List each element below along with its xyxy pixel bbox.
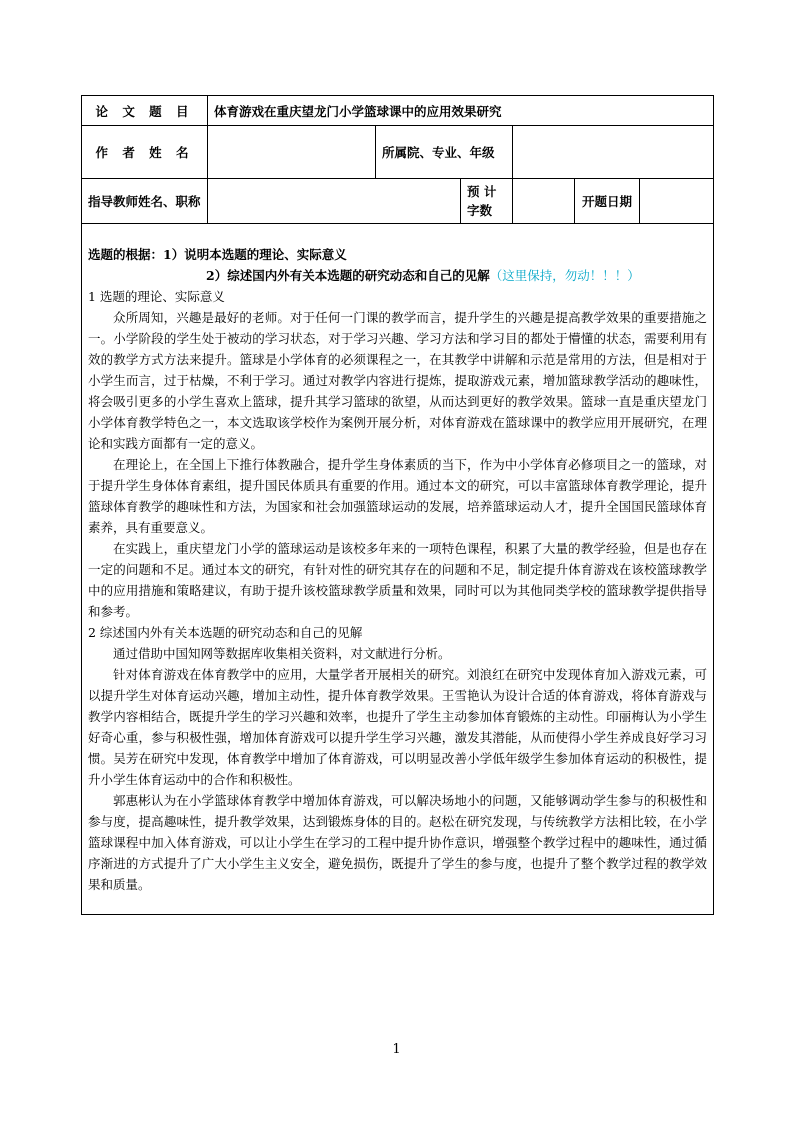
page-number: 1 [392, 1042, 401, 1057]
expected-word-count-value[interactable] [513, 179, 575, 224]
author-name-value[interactable] [208, 126, 376, 179]
opening-date-value[interactable] [640, 179, 714, 224]
author-name-label: 作 者 姓 名 [82, 126, 208, 179]
proposal-form-table [81, 95, 714, 915]
basis-heading: 选题的根据：1）说明本选题的理论、实际意义 [88, 246, 347, 262]
basis-note: （这里保持，勿动！！！） [489, 267, 640, 283]
thesis-title-value[interactable]: 体育游戏在重庆望龙门小学篮球课中的应用效果研究 [208, 96, 714, 126]
basis-subheading-text: 2）综述国内外有关本选题的研究动态和自己的见解 [206, 267, 490, 283]
opening-date-label: 开题日期 [575, 179, 640, 224]
college-major-grade-value[interactable] [513, 126, 714, 179]
advisor-name-title-value[interactable] [208, 179, 461, 224]
section2-paragraph-3: 郭惠彬认为在小学篮球体育教学中增加体育游戏，可以解决场地小的问题，又能够调动学生参与的积极性和参与度，提高趣味性，提升教学效果，达到锻炼身体的目的。赵松在研究发现，与传统教学方法相比较，在小学篮球课程中加入体育游戏，可以让小学生在学习的工程中提升协作意识，增强整个教学过程中的趣味性，通过循序渐进的方式提升了广大小学生主义安全，避免损伤，既提升了学生的参与度，也提升了整个教学过程的教学效果和质量。 [88, 792, 708, 892]
advisor-name-title-label: 指导教师姓名、职称 [82, 179, 208, 224]
section1-paragraph-2: 在理论上，在全国上下推行体教融合，提升学生身体素质的当下，作为中小学体育必修项目之一的篮球，对于提升学生身体体育素组，提升国民体质具有重要的作用。通过本文的研究，可以丰富篮球体育教学理论，提升篮球体育教学的趣味性和方法，为国家和社会加强篮球运动的发展，培养篮球运动人才，提升全国国民篮球体育素养，具有重要意义。 [88, 456, 708, 535]
section1-paragraph-1: 众所周知，兴趣是最好的老师。对于任何一门课的教学而言，提升学生的兴趣是提高教学效果的重要措施之一。小学阶段的学生处于被动的学习状态，对于学习兴趣、学习方法和学习目的都处于懵懂的状态，需要利用有效的教学方式方法来提升。篮球是小学体育的必须课程之一，在其教学中讲解和示范是常用的方法，但是相对于小学生而言，过于枯燥，不利于学习。通过对教学内容进行提炼，提取游戏元素，增加篮球教学活动的趣味性，将会吸引更多的小学生喜欢上篮球，提升其学习篮球的欲望，从而达到更好的教学效果。篮球一直是重庆望龙门小学体育教学特色之一，本文选取该学校作为案例开展分析，对体育游戏在篮球课中的教学应用开展研究，在理论和实践方面都有一定的意义。 [88, 309, 708, 451]
college-major-grade-label: 所属院、专业、年级 [376, 126, 513, 179]
section1-title: 1 选题的理论、实际意义 [88, 288, 225, 304]
section1-paragraph-3: 在实践上，重庆望龙门小学的篮球运动是该校多年来的一项特色课程，积累了大量的教学经验，但是也存在一定的问题和不足。通过本文的研究，有针对性的研究其存在的问题和不足，制定提升体育游戏在该校篮球教学中的应用措施和策略建议，有助于提升该校篮球教学质量和效果，同时可以为其他同类学校的篮球教学提供指导和参考。 [88, 540, 708, 619]
basis-subheading [88, 265, 707, 286]
thesis-title-label: 论 文 题 目 [82, 96, 208, 126]
expected-word-count-label: 预 计 字数 [461, 179, 513, 224]
section2-title: 2 综述国内外有关本选题的研究动态和自己的见解 [88, 624, 363, 640]
topic-basis-content[interactable] [82, 224, 714, 915]
section2-paragraph-1: 通过借助中国知网等数据库收集相关资料，对文献进行分析。 [113, 645, 451, 661]
section2-paragraph-2: 针对体育游戏在体育教学中的应用，大量学者开展相关的研究。刘浪红在研究中发现体育加入游戏元素，可以提升学生对体育运动兴趣，增加主动性，提升体育教学效果。王雪艳认为设计合适的体育游戏，将体育游戏与教学内容相结合，既提升学生的学习兴趣和效率，也提升了学生主动参加体育锻炼的主动性。印丽梅认为小学生好奇心重，参与积极性强，增加体育游戏可以提升学生学习兴趣，激发其潜能，从而使得小学生养成良好学习习惯。吴芳在研究中发现，体育教学中增加了体育游戏，可以明显改善小学低年级学生参加体育运动的积极性，提升小学生体育运动中的合作和积极性。 [88, 666, 708, 787]
